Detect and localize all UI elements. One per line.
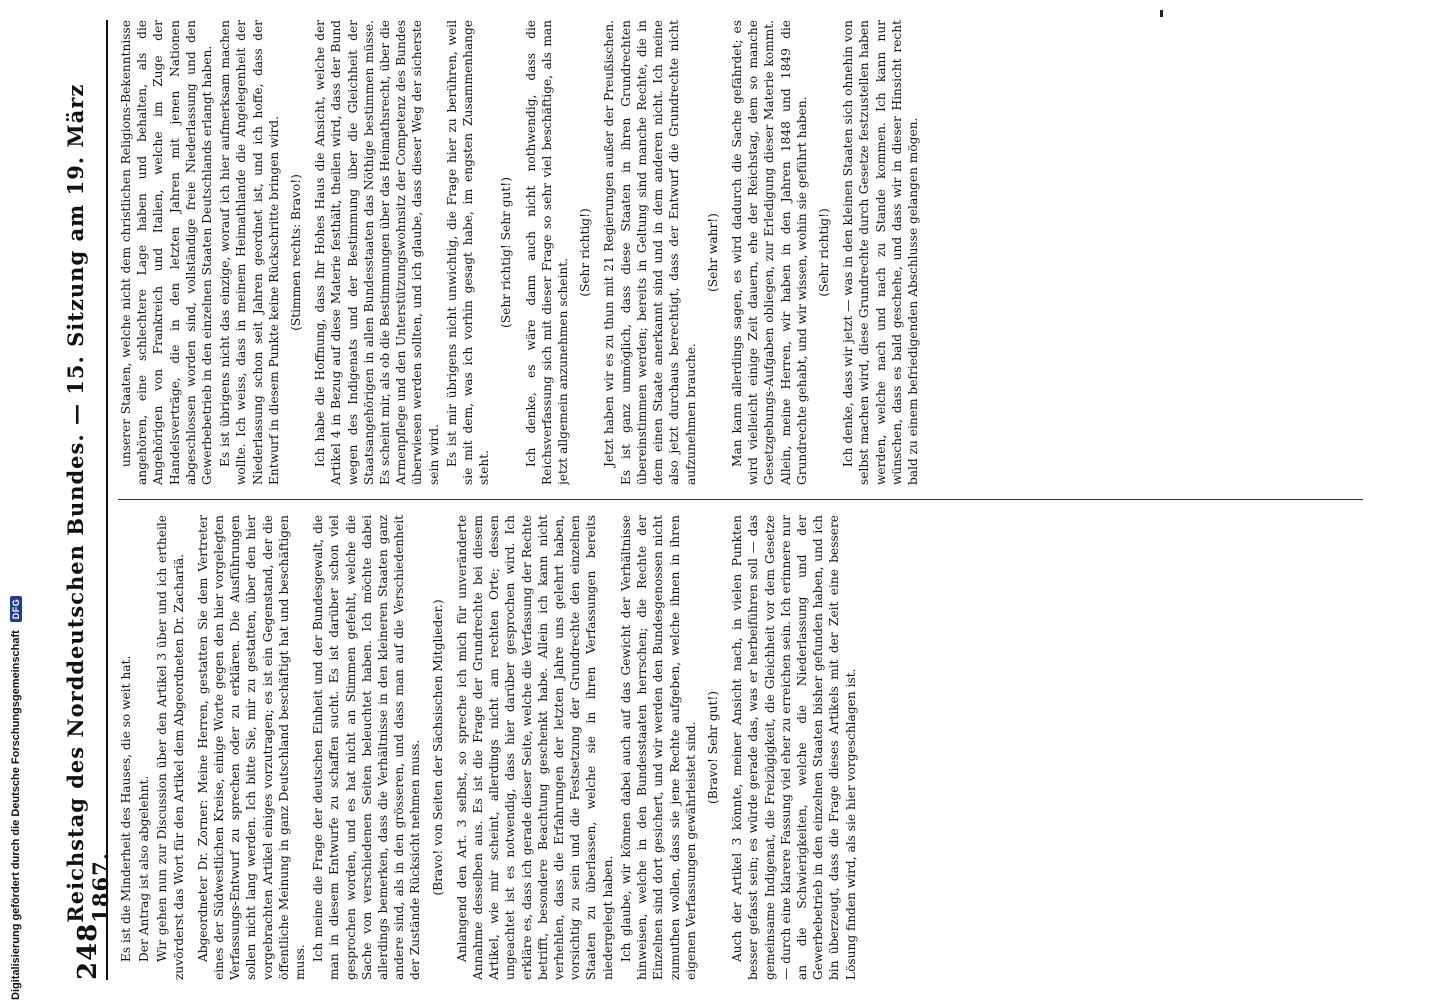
- scan-speck: [1160, 10, 1163, 17]
- right-column: [118, 20, 1363, 485]
- interjection: (Sehr richtig!): [578, 208, 593, 297]
- paragraph: Wir gehen nun zur Discussion über den Artikel 3 über und ich ertheile zuvörderst das Wort für den Artikel dem Abgeordneten Dr. Zachariä.: [155, 515, 186, 980]
- paragraph: Ich glaube, wir können dabei auch auf das Gewicht der Verhältnisse hinweisen, welche in den Bundesstaaten herrschen; die Rechte der Einzelnen sind dort gesichert, und wir werden den Bundesgenossen nicht zumuthen wollen, dass sie jene Rechte aufgeben, welche ihnen in ihren eigenen Verfassungen gewährleistet sind.: [618, 515, 698, 980]
- paragraph: Es ist übrigens nicht das einzige, worauf ich hier aufmerksam machen wollte. Ich weiss, dass in meinem Heimathlande die Angelegenheit der Niederlassung schon seit Jahren geordnet ist, und ich hoffe, dass der Entwurf in diesem Punkte keine Rückschritte bringen wird.: [218, 20, 281, 485]
- paragraph: Es ist die Minderheit des Hauses, die so weit hat.: [119, 655, 133, 962]
- paragraph: Abgeordneter Dr. Zorner: Meine Herren, gestatten Sie dem Vertreter eines der Südwestlichen Kreise, einige Worte gegen den hier vorgelegten Verfassungs-Entwurf zu sprechen oder zu erklären. Die Ausführungen sollen nicht lang werden. Ich bitte Sie, mir zu gestatten, über den hier vorgebrachten Artikel einiges vorzutragen; es ist ein Gegenstand, der die öffentliche Meinung in ganz Deutschland beschäftigt hat und beschäftigen muss.: [195, 515, 308, 980]
- dfg-logo: DFG: [10, 596, 22, 623]
- newspaper-page: [63, 20, 1370, 980]
- paragraph: Man kann allerdings sagen, es wird dadurch die Sache gefährdet; es wird vielleicht einige Zeit dauern, ehe der Reichstag, dem so manche Gesetzgebungs-Aufgaben obliegen, zur Erledigung dieser Materie kommt. Allein, meine Herren, wir haben in den Jahren 1848 und 1849 die Grundrechte gehabt, und wir wissen, wohin sie geführt haben.: [729, 20, 809, 485]
- interjection: (Sehr wahr!): [705, 213, 720, 292]
- interjection: (Bravo! Sehr gut!): [705, 690, 720, 805]
- credit-text: Digitalisierung gefördert durch die Deutsche Forschungsgemeinschaft: [10, 630, 22, 1000]
- paragraph: Ich habe die Hoffnung, dass Ihr Hohes Haus die Ansicht, welche der Artikel 4 in Bezug auf diese Materie festhält, theilen wird, dass der Bund wegen des Indigenats und der Bestimmung über die Gleichheit der Staatsangehörigen in allen Bundesstaaten das Nöthige bestimmen müsse. Es scheint mir, als ob die Bestimmungen über das Heimathsrecht, über die Armenpflege und den Unterstützungswohnsitz der Competenz des Bundes überwiesen werden sollten, und ich glaube, dass dieser Weg der sicherste sein wird.: [313, 20, 441, 485]
- interjection: (Stimmen rechts: Bravo!): [289, 174, 304, 331]
- paragraph: Der Antrag ist also abgelehnt.: [137, 775, 152, 962]
- page-number: 248: [73, 922, 103, 980]
- paragraph: unserer Staaten, welche nicht dem christlichen Religions-Bekenntnisse angehören, eine schlechtere Lage haben und behalten, als die Angehörigen von Frankreich und Italien, welche im Zuge der Handelsverträge, die in den letzten Jahren mit jenen Nationen abgeschlossen worden sind, vollständige freie Niederlassung und den Gewerbebetrieb in den einzelnen Staaten Deutschlands erlangt haben.: [119, 20, 215, 485]
- paragraph: Auch der Artikel 3 könnte, meiner Ansicht nach, in vielen Punkten besser gefasst sein; es würde gerade das, was er herbeiführen soll — das gemeinsame Indigenat, die Freizügigkeit, die Gleichheit vor dem Gesetze — durch eine klarere Fassung viel eher zu erreichen sein. Ich erinnere nur an die Schwierigkeiten, welche die Niederlassung und der Gewerbebetrieb in den einzelnen Staaten bisher gefunden haben, und ich bin überzeugt, dass die Frage dieses Artikels mit der Zeit eine bessere Lösung finden wird, als sie hier vorgeschlagen ist.: [730, 515, 858, 980]
- paragraph: Ich denke, dass wir jetzt — was in den kleinen Staaten sich ohnehin von selbst machen wird, diese Grundrechte durch Gesetze festzustellen haben werden, welche nach und nach zu Stande kommen. Ich kann nur wünschen, dass es bald geschehe, und dass wir in dieser Hinsicht recht bald zu einem befriedigenden Abschlusse gelangen mögen.: [841, 20, 920, 485]
- page-title: Reichstag des Norddeutschen Bundes. — 15. Sitzung am 19. März 1867.: [63, 83, 113, 923]
- page-header: [63, 20, 113, 980]
- left-column: [118, 515, 1363, 980]
- paragraph: Ich meine die Frage der deutschen Einheit und der Bundesgewalt, die man in diesem Entwurfe zu schaffen sucht. Es ist darüber schon viel gesprochen worden, und es hat nicht an Stimmen gefehlt, welche die Sache von verschiedenen Seiten beleuchtet haben. Ich möchte dabei allerdings bemerken, dass die Verhältnisse in den kleineren Staaten ganz andere sind, als in den grösseren, und dass man auf die Verschiedenheit der Zustände Rücksicht nehmen muss.: [311, 515, 423, 980]
- paragraph: Jetzt haben wir es zu thun mit 21 Regierungen außer der Preußischen. Es ist ganz unmöglich, dass diese Staaten in ihren Grundrechten übereinstimmen werden; bereits in Geltung sind manche Rechte, die in dem einen Staate anerkannt sind und in dem anderen nicht. Ich meine also jetzt durchaus berechtigt, dass der Entwurf die Grundrechte nicht aufzunehmen brauche.: [602, 20, 698, 485]
- paragraph: Es ist mir übrigens nicht unwichtig, die Frage hier zu berühren, weil sie mit dem, was ich vorhin gesagt habe, im engsten Zusammenhange steht.: [444, 20, 492, 485]
- interjection: (Bravo! von Seiten der Sächsischen Mitglieder.): [430, 599, 445, 896]
- paragraph: Anlangend den Art. 3 selbst, so spreche ich mich für unveränderte Annahme desselben aus. Es ist die Frage der Grundrechte bei diesem Artikel, wie mir scheint, allerdings nicht am rechten Orte; dessen ungeachtet ist es notwendig, dass hier darüber gesprochen wird. Ich erkläre es, dass ich gerade dieser Seite, welche die Verfassung der Rechte betrifft, besondere Beachtung geschenkt habe. Allein ich kann nicht verhehlen, dass die Erfahrungen der letzten Jahre uns gelehrt haben, vorsichtig zu sein und die Festsetzung der Grundrechte den einzelnen Staaten zu überlassen, welche sie in ihren Verfassungen bereits niedergelegt haben.: [454, 515, 615, 980]
- interjection: (Sehr richtig!): [816, 208, 831, 297]
- interjection: (Sehr richtig! Sehr gut!): [499, 177, 514, 328]
- digitization-credit: [6, 0, 26, 1000]
- paragraph: Ich denke, es wäre dann auch nicht nothwendig, dass die Reichsverfassung sich mit dieser Frage so sehr viel beschäftige, als man jetzt allgemein anzunehmen scheint.: [523, 20, 571, 485]
- column-divider: [118, 499, 1363, 500]
